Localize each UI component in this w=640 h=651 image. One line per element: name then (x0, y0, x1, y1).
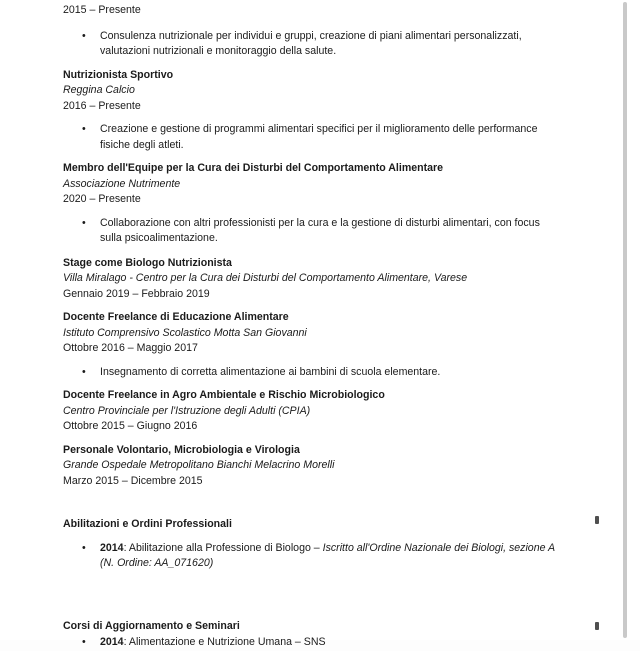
text-run: Membro dell'Equipe per la Cura dei Disturbi del Comportamento Alimentare (63, 162, 444, 174)
bullet-text (100, 216, 562, 247)
text-run: Centro Provinciale per l'Istruzione degli Adulti (CPIA) (63, 404, 311, 417)
section-break-marker (595, 516, 599, 524)
employer-name (63, 326, 580, 342)
text-run: Nutrizionista Sportivo (63, 68, 174, 81)
bullet-icon: • (82, 29, 86, 42)
job-title (63, 161, 580, 177)
bullet-icon: • (82, 123, 86, 135)
employer-name (63, 271, 580, 287)
date-range (63, 341, 580, 357)
vertical-scrollbar[interactable] (621, 0, 629, 640)
job-title (63, 310, 580, 326)
text-run: Ottobre 2015 – Giugno 2016 (63, 420, 198, 432)
bullet-text (100, 122, 562, 153)
text-run: Villa Miralago - Centro per la Cura dei Disturbi del Comportamento Alimentare, Varese (63, 272, 468, 284)
bullet-icon: • (82, 216, 86, 229)
bullet-icon: • (82, 636, 86, 648)
job-title (63, 388, 580, 404)
text-run: Ottobre 2016 – Maggio 2017 (63, 342, 198, 354)
text-run: Gennaio 2019 – Febbraio 2019 (63, 287, 210, 300)
text-run: Abilitazioni e Ordini Professionali (63, 518, 232, 530)
date-range (63, 287, 580, 303)
employer-name (63, 458, 580, 474)
document-content (63, 3, 580, 651)
date-range (63, 419, 580, 435)
text-run: Grande Ospedale Metropolitano Bianchi Melacrino Morelli (63, 459, 335, 471)
text-run: Istituto Comprensivo Scolastico Motta San Giovanni (63, 326, 307, 339)
text-run: Insegnamento di corretta alimentazione ai bambini di scuola elementare. (100, 365, 441, 378)
text-run: : Alimentazione e Nutrizione Umana – SNS (123, 636, 326, 648)
date-range (63, 99, 580, 115)
date-range (63, 192, 580, 208)
section-break-marker (595, 622, 599, 630)
text-run: 2020 – Presente (63, 193, 141, 205)
bullet-item (82, 122, 562, 153)
text-run: 2015 – Presente (63, 4, 141, 16)
text-run: Iscritto all'Ordine Nazionale dei Biologi, sezione A (N. Ordine: AA_071620) (100, 541, 555, 569)
employer-name (63, 83, 580, 99)
text-run: 2014 (100, 636, 124, 648)
employer-name (63, 404, 580, 420)
section-heading (63, 619, 580, 635)
bullet-item (82, 29, 562, 60)
text-run: 2016 – Presente (63, 99, 141, 112)
bullet-icon: • (82, 365, 86, 378)
section-heading (63, 517, 580, 533)
text-run: Collaborazione con altri professionisti per la cura e la gestione di disturbi alimentari, con focus sulla psicoalimentazione. (100, 216, 540, 244)
date-range (63, 3, 580, 19)
text-run: Corsi di Aggiornamento e Seminari (63, 619, 240, 632)
text-run: Personale Volontario, Microbiologia e Virologia (63, 443, 300, 456)
text-run: Docente Freelance di Educazione Alimentare (63, 311, 289, 323)
bullet-text (100, 365, 562, 381)
bullet-item (82, 216, 562, 247)
bullet-text (100, 635, 562, 651)
text-run: Docente Freelance in Agro Ambientale e Rischio Microbiologico (63, 389, 385, 401)
bullet-item (82, 541, 562, 572)
bullet-item (82, 365, 562, 381)
text-run: Consulenza nutrizionale per individui e gruppi, creazione di piani alimentari personalizzati, valutazioni nutrizionali e monitoraggio della salute. (100, 29, 522, 57)
employer-name (63, 177, 580, 193)
text-run: 2014 (100, 541, 124, 554)
job-title (63, 68, 580, 84)
bullet-icon: • (82, 541, 86, 554)
text-run: Creazione e gestione di programmi alimentari specifici per il miglioramento delle performance fisiche degli atleti. (100, 123, 538, 151)
bullet-text (100, 541, 562, 572)
bullet-text (100, 29, 562, 60)
text-run: Stage come Biologo Nutrizionista (63, 256, 232, 269)
scrollbar-thumb[interactable] (623, 2, 627, 638)
text-run: Reggina Calcio (63, 84, 135, 96)
text-run: Associazione Nutrimente (63, 177, 181, 190)
job-title (63, 256, 580, 272)
job-title (63, 443, 580, 459)
text-run: Marzo 2015 – Dicembre 2015 (63, 474, 203, 487)
date-range (63, 474, 580, 490)
bullet-item (82, 635, 562, 651)
text-run: : Abilitazione alla Professione di Biologo – (123, 541, 323, 554)
